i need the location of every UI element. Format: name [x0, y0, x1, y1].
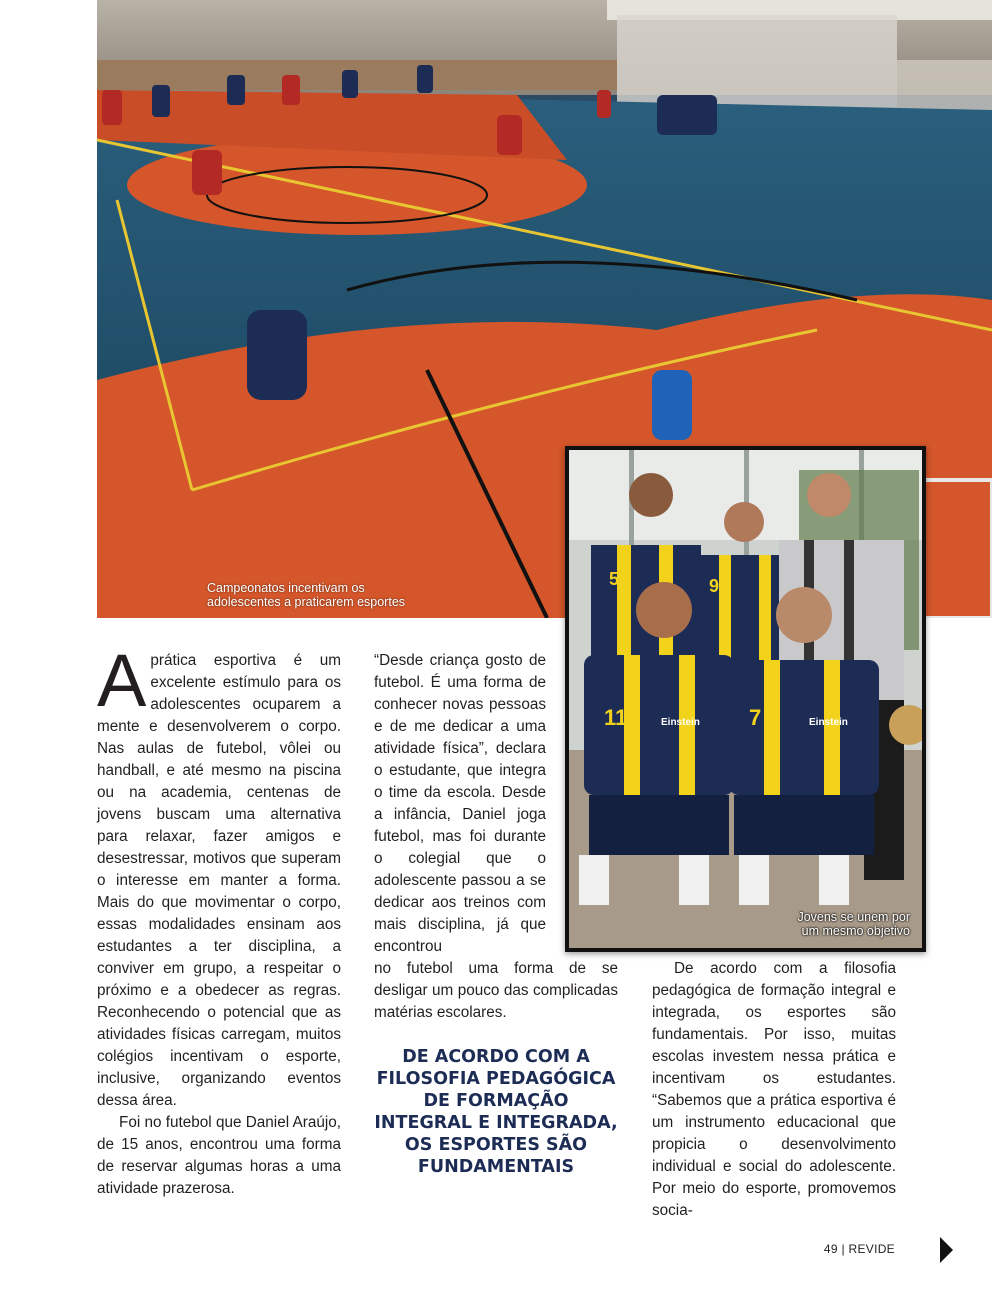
article-paragraph-4: De acordo com a filosofia pedagógica de formação integral e integrada, os esportes são fundamentais. Por isso, muitas escolas investem nessa prática e incentivam os estudantes. “Sabemos que a prática esportiva é um instrumento educacional que propicia o desenvolvimento individual e social do adolescente. Por meio do esporte, promovemos socia- [652, 960, 896, 1219]
jersey-number-4: 7 [749, 705, 762, 730]
article-paragraph-1 [97, 639, 341, 1112]
photo-inset-team [565, 446, 926, 952]
drop-cap: A [97, 639, 147, 722]
article-column-2-bottom [374, 958, 618, 1024]
article-paragraph-2: Foi no futebol que Daniel Araújo, de 15 anos, encontrou uma forma de reservar algumas horas a uma atividade prazerosa. [97, 1114, 341, 1197]
jersey-brand-1: Einstein [661, 717, 700, 728]
article-paragraph-3-continued: no futebol uma forma de se desligar um pouco das complicadas matérias escolares. [374, 960, 618, 1021]
page-footer: 49 | REVIDE [823, 1242, 895, 1256]
photo-main-caption [207, 581, 467, 609]
article-column-1 [97, 639, 341, 1200]
jersey-number-3: 11 [604, 705, 628, 730]
team-illustration [569, 450, 922, 948]
next-page-arrow-icon[interactable] [940, 1237, 953, 1263]
jersey-brand-2: Einstein [809, 717, 848, 728]
photo-inset-caption [770, 910, 910, 938]
article-paragraph-3: “Desde criança gosto de futebol. É uma forma de conhecer novas pessoas e de me dedicar a uma atividade física”, declara o estudante, que integra o time da escola. Desde a infância, Daniel joga futebol, mas foi durante o colegial que o adolescente passou a se dedicar aos treinos com mais disciplina, já que encontrou [374, 652, 546, 955]
pull-quote: DE ACORDO COM A FILOSOFIA PEDAGÓGICA DE FORMAÇÃO INTEGRAL E INTEGRADA, OS ESPORTES SÃO FUNDAMENTAIS [374, 1047, 618, 1177]
article-column-3 [652, 958, 896, 1222]
photo-main-caption-line2: adolescentes a praticarem esportes [207, 595, 406, 609]
article-column-2-top [374, 650, 546, 958]
photo-inset-caption-line2: um mesmo objetivo [801, 924, 910, 938]
article-paragraph-1-text: prática esportiva é um excelente estímulo para os adolescentes ocuparem a mente e desenvolverem o corpo. Nas aulas de futebol, vôlei ou handball, e até mesmo na piscina ou na academia, centenas de jovens buscam uma alternativa para relaxar, fazer amigos e desestressar, motivos que superam o interesse em manter a forma. Mais do que movimentar o corpo, essas modalidades ensinam aos estudantes a ter disciplina, a conviver em grupo, a respeitar o próximo e a obedecer as regras. Reconhecendo o potencial que as atividades físicas carregam, muitos colégios incentivam o esporte, inclusive, organizando eventos dessa área. [97, 652, 341, 1109]
photo-main-caption-line1: Campeonatos incentivam os [207, 581, 365, 595]
jersey-number-1: 5 [609, 569, 620, 589]
photo-inset-caption-line1: Jovens se unem por [797, 910, 910, 924]
jersey-number-2: 9 [709, 576, 720, 596]
